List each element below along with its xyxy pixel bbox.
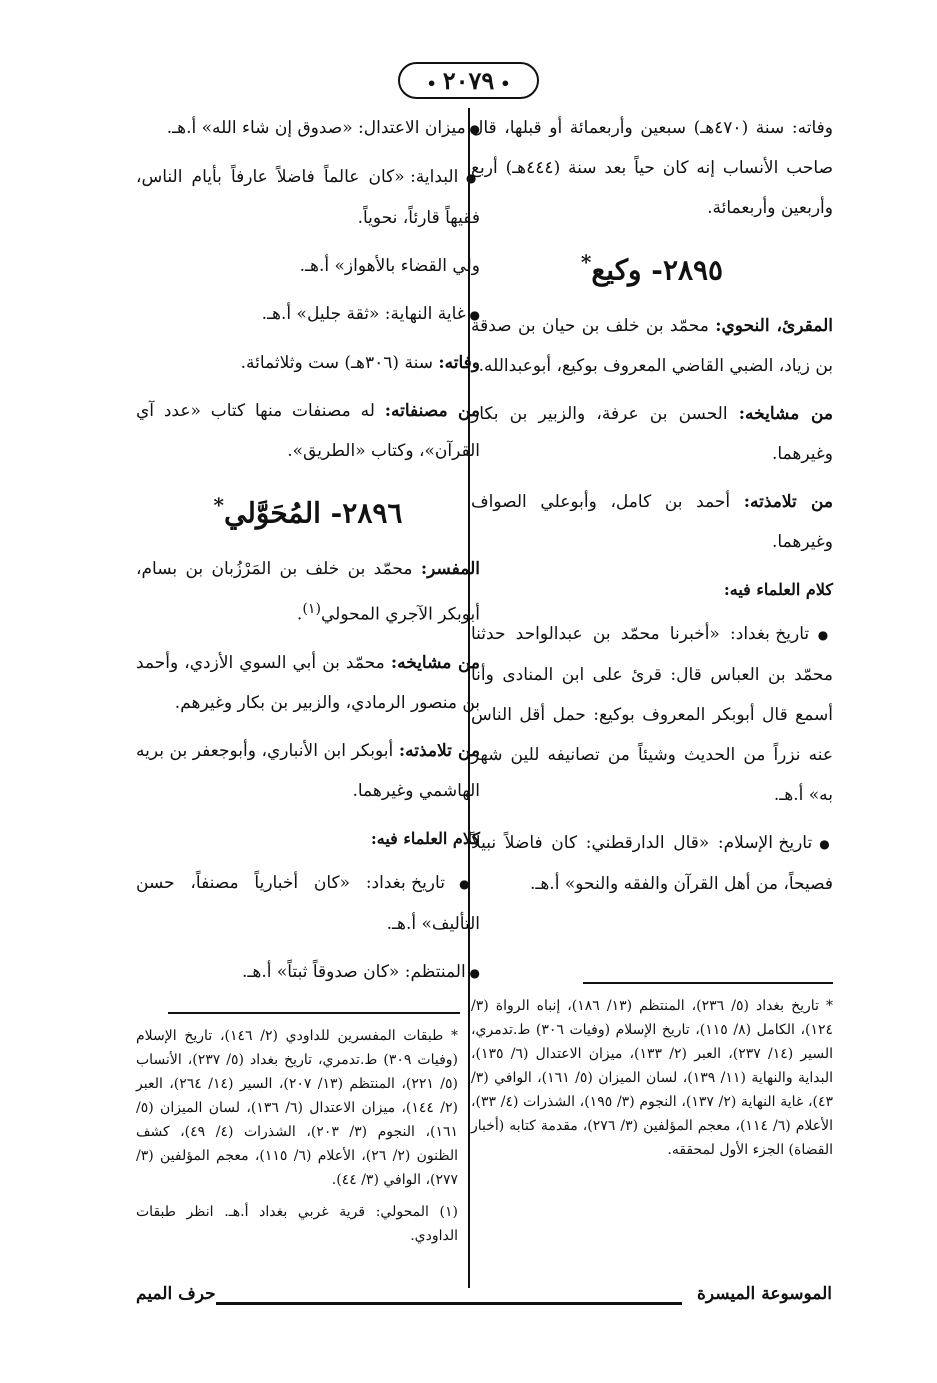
- quote-mizan: ● ميزان الاعتدال: «صدوق إن شاء الله» أ.هـ.: [136, 108, 480, 149]
- death-paragraph: [136, 343, 480, 383]
- footnote-separator-left: [168, 1012, 460, 1014]
- entry-title-2895: [471, 240, 833, 292]
- footer-rule: [216, 1302, 682, 1305]
- lineage-text: محمّد بن خلف بن حيان بن صدقة بن زياد، الضبي القاضي المعروف بوكيع، أبوعبدالله.: [471, 316, 833, 377]
- students-paragraph: [136, 731, 480, 811]
- entry-star: *: [213, 493, 225, 517]
- students-label: من تلامذته:: [398, 740, 480, 761]
- quote-ghaya: ● غاية النهاية: «ثقة جليل» أ.هـ.: [136, 294, 480, 335]
- scholars-heading: كلام العلماء فيه:: [370, 828, 480, 848]
- students-text: أبوبكر ابن الأنباري، وأبوجعفر بن بريه الهاشمي وغيرهما.: [136, 740, 480, 801]
- scholars-heading: كلام العلماء فيه:: [723, 580, 833, 600]
- teachers-paragraph: [471, 394, 833, 474]
- footnote-ref: (١): [302, 601, 321, 618]
- footnote-separator-right: [583, 982, 833, 984]
- page-number: • ٢٠٧٩ •: [398, 62, 538, 99]
- students-label: من تلامذته:: [743, 492, 833, 513]
- lineage-label: المقرئ، النحوي:: [715, 316, 833, 337]
- footnotes-right: [471, 994, 833, 1170]
- quote-tarikh-baghdad: ● تاريخ بغداد: «أخبرنا محمّد بن عبدالواحد حدثنا محمّد بن العباس قال: قرئ على ابن المنادى وأنا أسمع قال أبوبكر المعروف بوكيع: حمل أقل الناس عنه نزراً من الحديث وشيئاً من تصانيفه للين شهر به» أ.هـ.: [471, 614, 833, 815]
- quote-tarikh-islam: ● تاريخ الإسلام: «قال الدارقطني: كان فاضلاً نبيلاً فصيحاً، من أهل القرآن والفقه والنحو» أ.هـ.: [471, 823, 833, 904]
- works-paragraph: [136, 391, 480, 471]
- entry-title-text: ٢٨٩٦- المُحَوَّلي: [224, 496, 403, 530]
- page-footer: [136, 1284, 832, 1314]
- lineage-text: محمّد بن خلف بن المَرْزُبان بن بسام، أبوبكر الآجري المحولي: [136, 559, 480, 625]
- encyclopedia-name: الموسوعة الميسرة: [696, 1284, 832, 1304]
- left-column: [136, 108, 480, 982]
- death-info-previous: وفاته: سنة (٤٧٠هـ) سبعين وأربعمائة أو قبلها، قال صاحب الأنساب إنه كان حياً بعد سنة (٤٤٤هـ) أربع وأربعين وأربعمائة.: [471, 118, 833, 218]
- works-text: له مصنفات منها كتاب «عدد آي القرآن»، وكتاب «الطريق».: [136, 401, 480, 461]
- works-label: من مصنفاته:: [384, 401, 480, 421]
- students-text: أحمد بن كامل، وأبوعلي الصواف وغيرهما.: [471, 492, 833, 553]
- teachers-text: الحسن بن عرفة، والزبير بن بكار وغيرهما.: [471, 404, 833, 465]
- lineage-end: .: [296, 604, 303, 625]
- teachers-paragraph: [136, 643, 480, 723]
- section-letter: حرف الميم: [136, 1284, 216, 1304]
- lineage-paragraph: [136, 549, 480, 635]
- entry-title-2896: [136, 483, 480, 535]
- students-paragraph: [471, 482, 833, 562]
- sources-footnote: * تاريخ بغداد (٥/ ٢٣٦)، المنتظم (١٣/ ١٨٦)، إنباه الرواة (٣/ ١٢٤)، الكامل (٨/ ١١٥)، تاريخ الإسلام (وفيات ٣٠٦) ط.تدمري، السير (١٤/ ٢٣٧)، العبر (٢/ ١٣٣)، ميزان الاعتدال (٦/ ١٣٥)، البداية والنهاية (١١/ ١٣٩)، لسان الميزان (٥/ ١٦١)، الوافي (٣/ ٤٣)، غاية النهاية (٢/ ١٣٧)، النجوم (٣/ ١٩٥)، الشذرات (٤/ ٣٣)، الأعلام (٦/ ١١٤)، معجم المؤلفين (٣/ ٢٧٦)، مقدمة كتابه (أخبار القضاة) الجزء الأول لمحققه.: [471, 998, 834, 1158]
- sources-footnote: * طبقات المفسرين للداودي (٢/ ١٤٦)، تاريخ الإسلام (وفيات ٣٠٩) ط.تدمري، تاريخ بغداد (٥/ ٢٣٧)، الأنساب (٥/ ٢٢١)، المنتظم (١٣/ ٢٠٧)، السير (١٤/ ٢٦٤)، العبر (٢/ ١٤٤)، ميزان الاعتدال (٦/ ١٣٦)، لسان الميزان (٥/ ١٦١)، النجوم (٣/ ٢٠٣)، الشذرات (٤/ ٤٩)، كشف الظنون (٢/ ٢٦)، الأعلام (٦/ ١١٥)، معجم المؤلفين (٣/ ٢٧٧)، الوافي (٣/ ٤٤).: [136, 1028, 459, 1188]
- right-column: [471, 108, 833, 938]
- entry-title-text: ٢٨٩٥- وكيع: [591, 253, 724, 287]
- quote-tarikh-baghdad: ● تاريخ بغداد: «كان أخبارياً مصنفاً، حسن التأليف» أ.هـ.: [136, 863, 480, 944]
- teachers-label: من مشايخه:: [390, 652, 480, 673]
- entry-star: *: [580, 250, 592, 274]
- footnotes-left: [136, 1024, 458, 1256]
- lineage-label: المفسر:: [420, 559, 480, 580]
- teachers-label: من مشايخه:: [738, 404, 833, 425]
- page-number-badge: [0, 62, 937, 99]
- death-label: وفاته:: [438, 353, 480, 373]
- quote-muntazam: ● المنتظم: «كان صدوقاً ثبتاً» أ.هـ.: [136, 952, 480, 993]
- quote-bidaya: ● البداية: «كان عالماً فاضلاً عارفاً بأيام الناس، فقيهاً قارئاً، نحوياً.: [136, 157, 480, 238]
- lineage-paragraph: [471, 306, 833, 386]
- teachers-text: محمّد بن أبي السوي الأزدي، وأحمد بن منصور الرمادي، والزبير بن بكار وغيرهم.: [136, 652, 480, 713]
- place-footnote: (١) المحولي: قرية غربي بغداد أ.هـ. انظر طبقات الداودي.: [136, 1204, 458, 1244]
- quote-bidaya-cont: ولي القضاء بالأهواز» أ.هـ.: [299, 256, 480, 276]
- death-text: سنة (٣٠٦هـ) ست وثلاثمائة.: [240, 353, 439, 373]
